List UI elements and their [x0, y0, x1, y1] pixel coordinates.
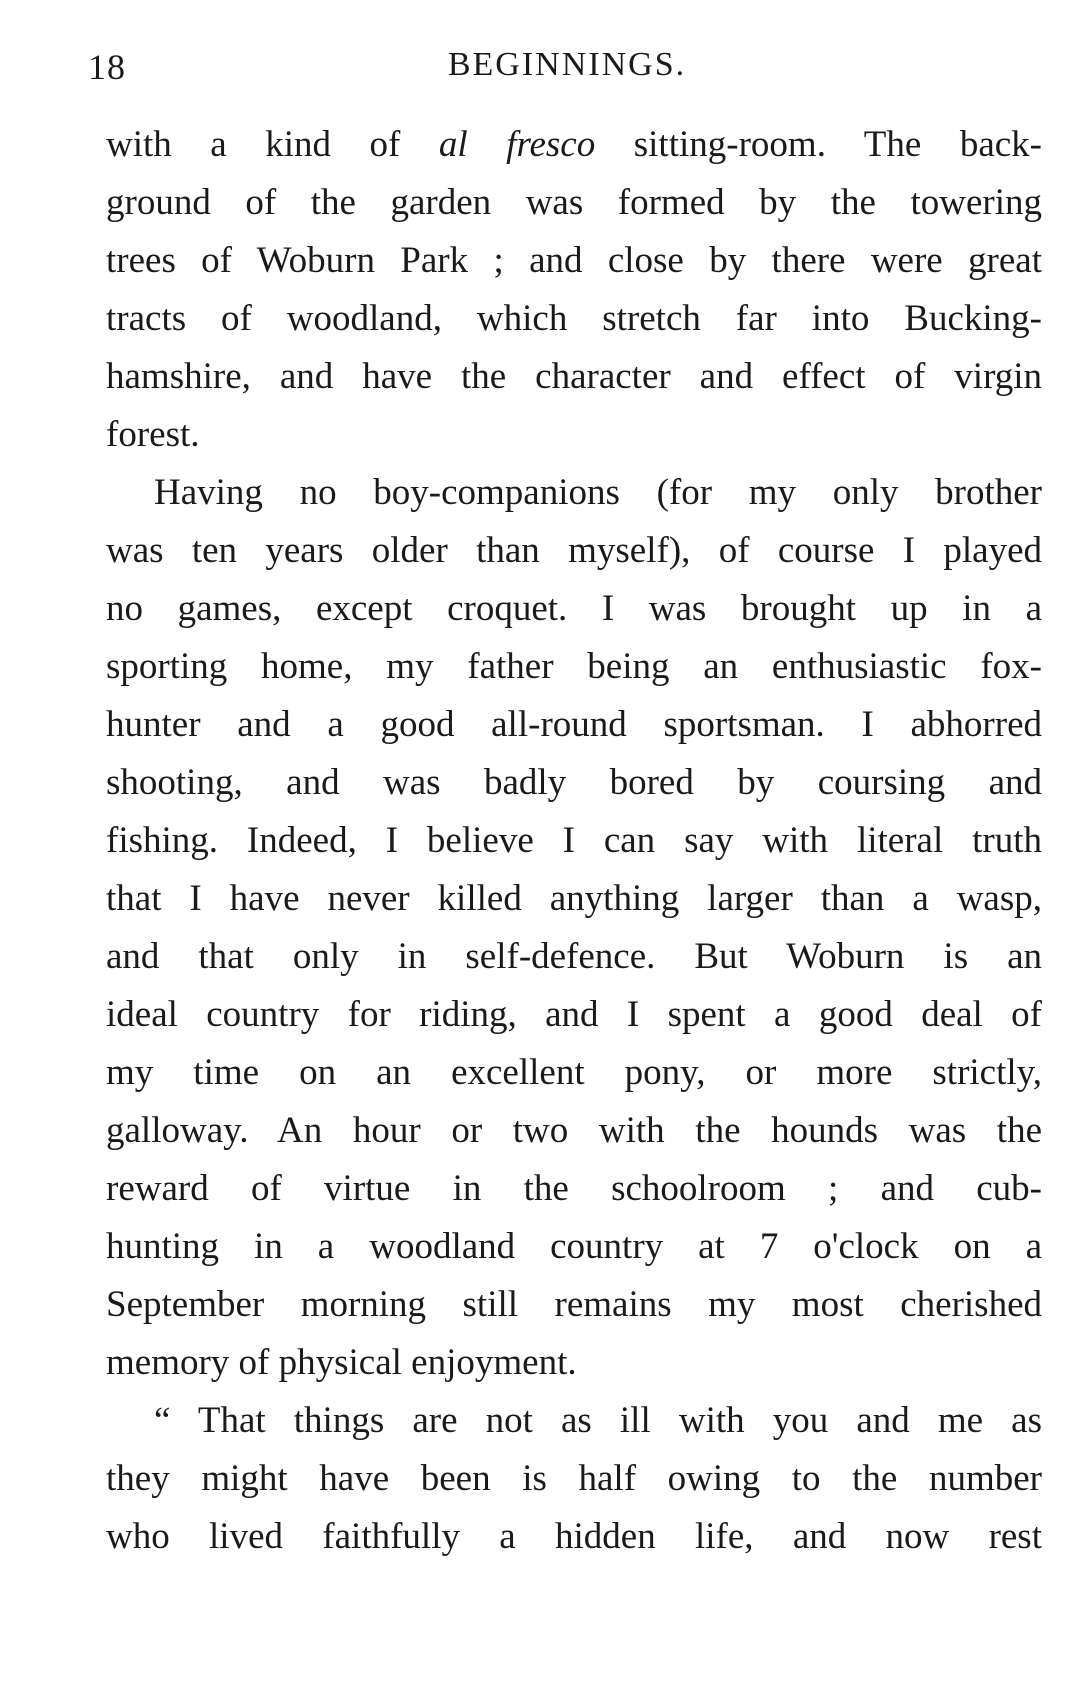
page-number: 18 [88, 47, 126, 87]
text-line: forest. [106, 414, 200, 455]
text-line: who lived faithfully a hidden life, and now rest [106, 1516, 1042, 1557]
paragraph [106, 1392, 1042, 1566]
text-line: shooting, and was badly bored by coursing and [106, 762, 1042, 803]
text-line: fishing. Indeed, I believe I can say with literal truth [106, 820, 1042, 861]
paragraph [106, 464, 1042, 1392]
text-line: galloway. An hour or two with the hounds was the [106, 1110, 1042, 1151]
text-line: was ten years older than myself), of course I played [106, 530, 1042, 571]
text-line: with a kind of al fresco sitting-room. The back- [106, 124, 1042, 165]
text-line: reward of virtue in the schoolroom ; and cub- [106, 1168, 1042, 1209]
text-line: tracts of woodland, which stretch far into Bucking- [106, 298, 1042, 339]
text-line: memory of physical enjoyment. [106, 1342, 577, 1383]
text-line: hamshire, and have the character and effect of virgin [106, 356, 1042, 397]
text-line: that I have never killed anything larger than a wasp, [106, 878, 1042, 919]
text-line: trees of Woburn Park ; and close by there were great [106, 240, 1042, 281]
text-line: “ That things are not as ill with you and me as [154, 1400, 1042, 1441]
text-line: and that only in self-defence. But Woburn is an [106, 936, 1042, 977]
text-line: they might have been is half owing to the number [106, 1458, 1042, 1499]
text-line: my time on an excellent pony, or more strictly, [106, 1052, 1042, 1093]
text-line: hunting in a woodland country at 7 o'clock on a [106, 1226, 1042, 1267]
text-line: September morning still remains my most cherished [106, 1284, 1042, 1325]
text-line: hunter and a good all-round sportsman. I abhorred [106, 704, 1042, 745]
running-head: BEGINNINGS. [447, 46, 687, 83]
page-header [88, 46, 1046, 106]
page-body [106, 116, 1042, 1566]
text-line: no games, except croquet. I was brought up in a [106, 588, 1042, 629]
text-line: ideal country for riding, and I spent a good deal of [106, 994, 1042, 1035]
text-line: Having no boy-companions (for my only brother [154, 472, 1042, 513]
italic-phrase: al fresco [438, 124, 596, 165]
paragraph [106, 116, 1042, 464]
text-line: sporting home, my father being an enthusiastic fox- [106, 646, 1042, 687]
text-line: ground of the garden was formed by the towering [106, 182, 1042, 223]
